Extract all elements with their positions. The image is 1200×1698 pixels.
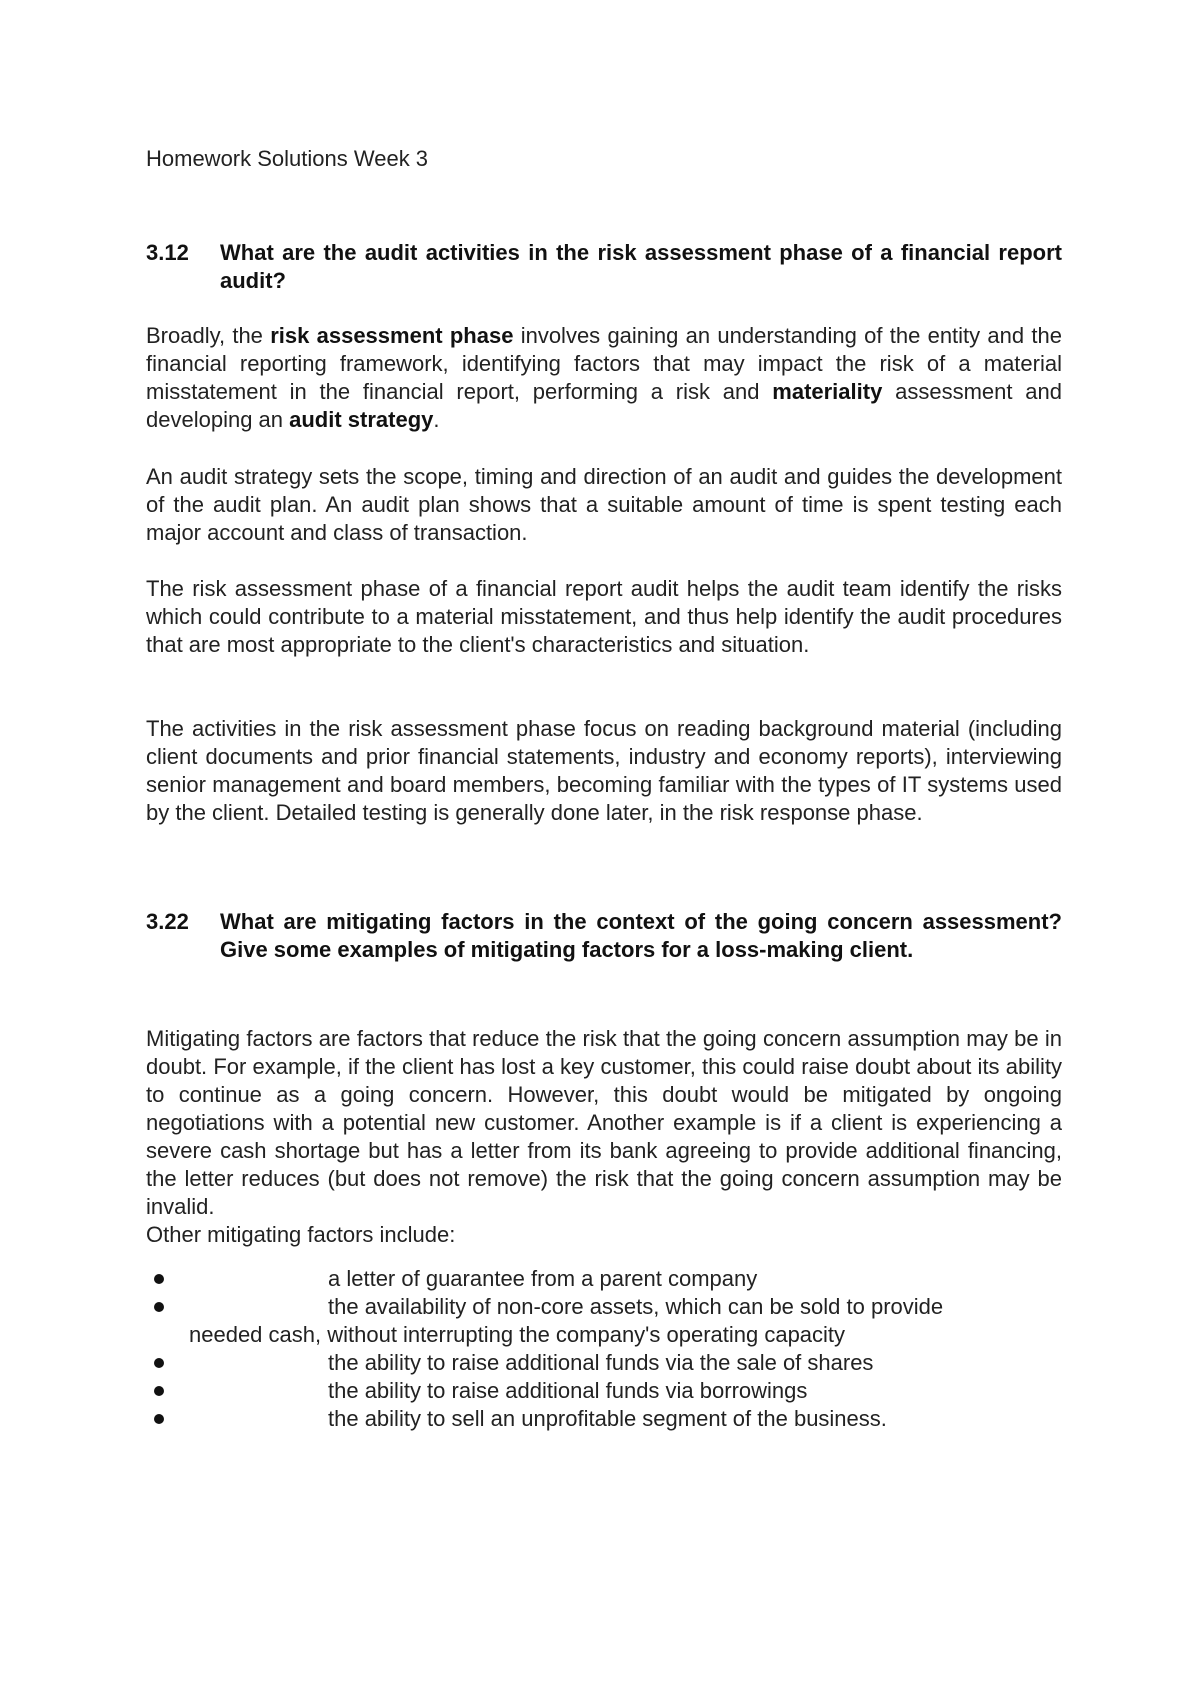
- question-3-22: [146, 908, 1062, 964]
- list-item-text: the ability to sell an unprofitable segment of the business.: [328, 1406, 887, 1431]
- list-item: [146, 1265, 1062, 1293]
- question-text: What are the audit activities in the risk assessment phase of a financial report audit?: [220, 240, 1062, 293]
- bold-term-materiality: materiality: [772, 379, 883, 404]
- question-3-12: [146, 239, 1062, 295]
- bold-term-audit-strategy: audit strategy: [289, 407, 434, 432]
- text-run: assessment and developing an: [146, 379, 1062, 432]
- bullet-icon: [154, 1386, 164, 1396]
- paragraph-other-factors-intro: Other mitigating factors include:: [146, 1222, 456, 1247]
- list-item-text-continued: needed cash, without interrupting the company's operating capacity: [189, 1322, 846, 1347]
- bold-term-risk-assessment-phase: risk assessment phase: [270, 323, 514, 348]
- question-text: What are mitigating factors in the context of the going concern assessment? Give some examples of mitigating factors for a loss-making client.: [220, 909, 1062, 962]
- bullet-icon: [154, 1274, 164, 1284]
- document-page: [146, 0, 1062, 1698]
- paragraph-risk-assessment-overview: [146, 322, 1062, 434]
- text-run: Broadly, the: [146, 323, 271, 348]
- list-item: [146, 1293, 1062, 1349]
- list-item: [146, 1377, 1062, 1405]
- text-run: involves gaining an understanding of the entity and the financial reporting framework, identifying factors that may impact the risk of a material misstatement in the financial report, performing a risk and: [146, 323, 1062, 404]
- list-item: [146, 1349, 1062, 1377]
- list-item: [146, 1405, 1062, 1433]
- text-run: .: [433, 407, 440, 432]
- list-item-text: the ability to raise additional funds via the sale of shares: [328, 1350, 874, 1375]
- paragraph-mitigating-factors: Mitigating factors are factors that reduce the risk that the going concern assumption may be in doubt. For example, if the client has lost a key customer, this could raise doubt about its ability to continue as a going concern. However, this doubt would be mitigated by ongoing negotiations with a potential new customer. Another example is if a client is experiencing a severe cash shortage but has a letter from its bank agreeing to provide additional financing, the letter reduces (but does not remove) the risk that the going concern assumption may be invalid.: [146, 1026, 1062, 1219]
- mitigating-factors-list: [146, 1265, 1062, 1433]
- list-item-text: the availability of non-core assets, which can be sold to provide: [328, 1294, 944, 1319]
- document-title: Homework Solutions Week 3: [146, 146, 429, 171]
- list-item-text: the ability to raise additional funds via borrowings: [328, 1378, 808, 1403]
- question-number: 3.12: [146, 240, 189, 265]
- paragraph-audit-strategy: An audit strategy sets the scope, timing and direction of an audit and guides the development of the audit plan. An audit plan shows that a suitable amount of time is spent testing each major account and class of transaction.: [146, 464, 1062, 545]
- paragraph-risk-assessment-purpose: The risk assessment phase of a financial report audit helps the audit team identify the risks which could contribute to a material misstatement, and thus help identify the audit procedures that are most appropriate to the client's characteristics and situation.: [146, 576, 1062, 657]
- question-number: 3.22: [146, 909, 189, 934]
- bullet-icon: [154, 1358, 164, 1368]
- list-item-text: a letter of guarantee from a parent company: [328, 1266, 758, 1291]
- paragraph-risk-assessment-activities: The activities in the risk assessment phase focus on reading background material (including client documents and prior financial statements, industry and economy reports), interviewing senior management and board members, becoming familiar with the types of IT systems used by the client. Detailed testing is generally done later, in the risk response phase.: [146, 716, 1062, 825]
- bullet-icon: [154, 1302, 164, 1312]
- bullet-icon: [154, 1414, 164, 1424]
